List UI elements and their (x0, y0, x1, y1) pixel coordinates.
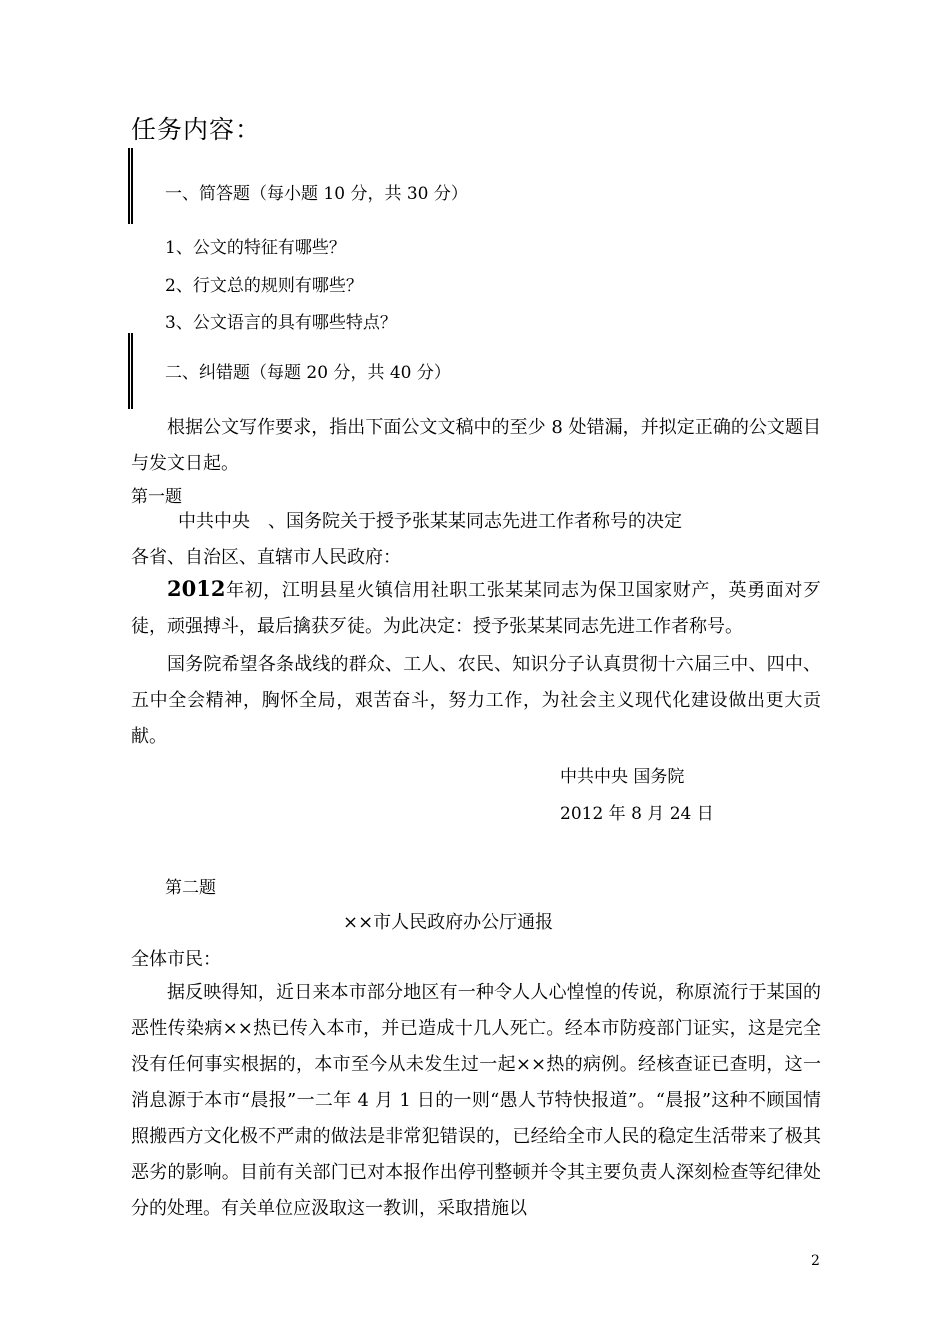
problem1-signature: 中共中央 国务院 (560, 767, 685, 787)
task-heading: 任务内容： (131, 115, 262, 144)
problem1-title: 中共中央 、国务院关于授予张某某同志先进工作者称号的决定 (178, 511, 682, 532)
problem1-recipient: 各省、自治区、直辖市人民政府： (131, 547, 401, 568)
section1-title: 一、简答题（每小题 10 分，共 30 分） (165, 184, 468, 204)
problem1-date: 2012 年 8 月 24 日 (560, 804, 714, 824)
problem1-label: 第一题 (131, 487, 182, 507)
section-marker-bar (128, 333, 130, 409)
section2-title: 二、纠错题（每题 20 分，共 40 分） (165, 363, 451, 383)
problem2-title: ××市人民政府办公厅通报 (343, 912, 554, 933)
problem1-body2: 国务院希望各条战线的群众、工人、农民、知识分子认真贯彻十六届三中、四中、五中全会精神，胸怀全局，艰苦奋斗，努力工作，为社会主义现代化建设做出更大贡献。 (131, 654, 821, 747)
problem1-body1 (131, 571, 821, 645)
section-marker-bar (131, 148, 133, 224)
question-3: 3、公文语言的具有哪些特点？ (165, 313, 397, 333)
problem1-body1-text: 年初，江明县星火镇信用社职工张某某同志为保卫国家财产，英勇面对歹徒，顽强搏斗，最后擒获歹徒。为此决定：授予张某某同志先进工作者称号。 (131, 580, 821, 637)
problem2-label: 第二题 (165, 878, 216, 898)
question-1: 1、公文的特征有哪些？ (165, 238, 346, 258)
problem1-year: 2012 (167, 576, 226, 601)
section2-instruction: 根据公文写作要求，指出下面公文文稿中的至少 8 处错漏，并拟定正确的公文题目与发文日起。 (131, 417, 821, 474)
page-number: 2 (811, 1253, 820, 1269)
problem2-recipient: 全体市民： (131, 949, 221, 970)
section-marker-bar (131, 333, 133, 409)
question-2: 2、行文总的规则有哪些？ (165, 276, 363, 296)
section-marker-bar (128, 148, 130, 224)
problem2-body: 据反映得知，近日来本市部分地区有一种令人人心惶惶的传说，称原流行于某国的恶性传染病××热已传入本市，并已造成十几人死亡。经本市防疫部门证实，这是完全没有任何事实根据的，本市至今从未发生过一起××热的病例。经核查证已查明，这一消息源于本市“晨报”一二年 4 月 1 日的一则“愚人节特快报道”。“晨报”这种不顾国情照搬西方文化极不严肃的做法是非常犯错误的，已经给全市人民的稳定生活带来了极其恶劣的影响。目前有关部门已对本报作出停刊整顿并令其主要负责人深刻检查等纪律处分的处理。有关单位应汲取这一教训，采取措施以 (131, 982, 821, 1219)
